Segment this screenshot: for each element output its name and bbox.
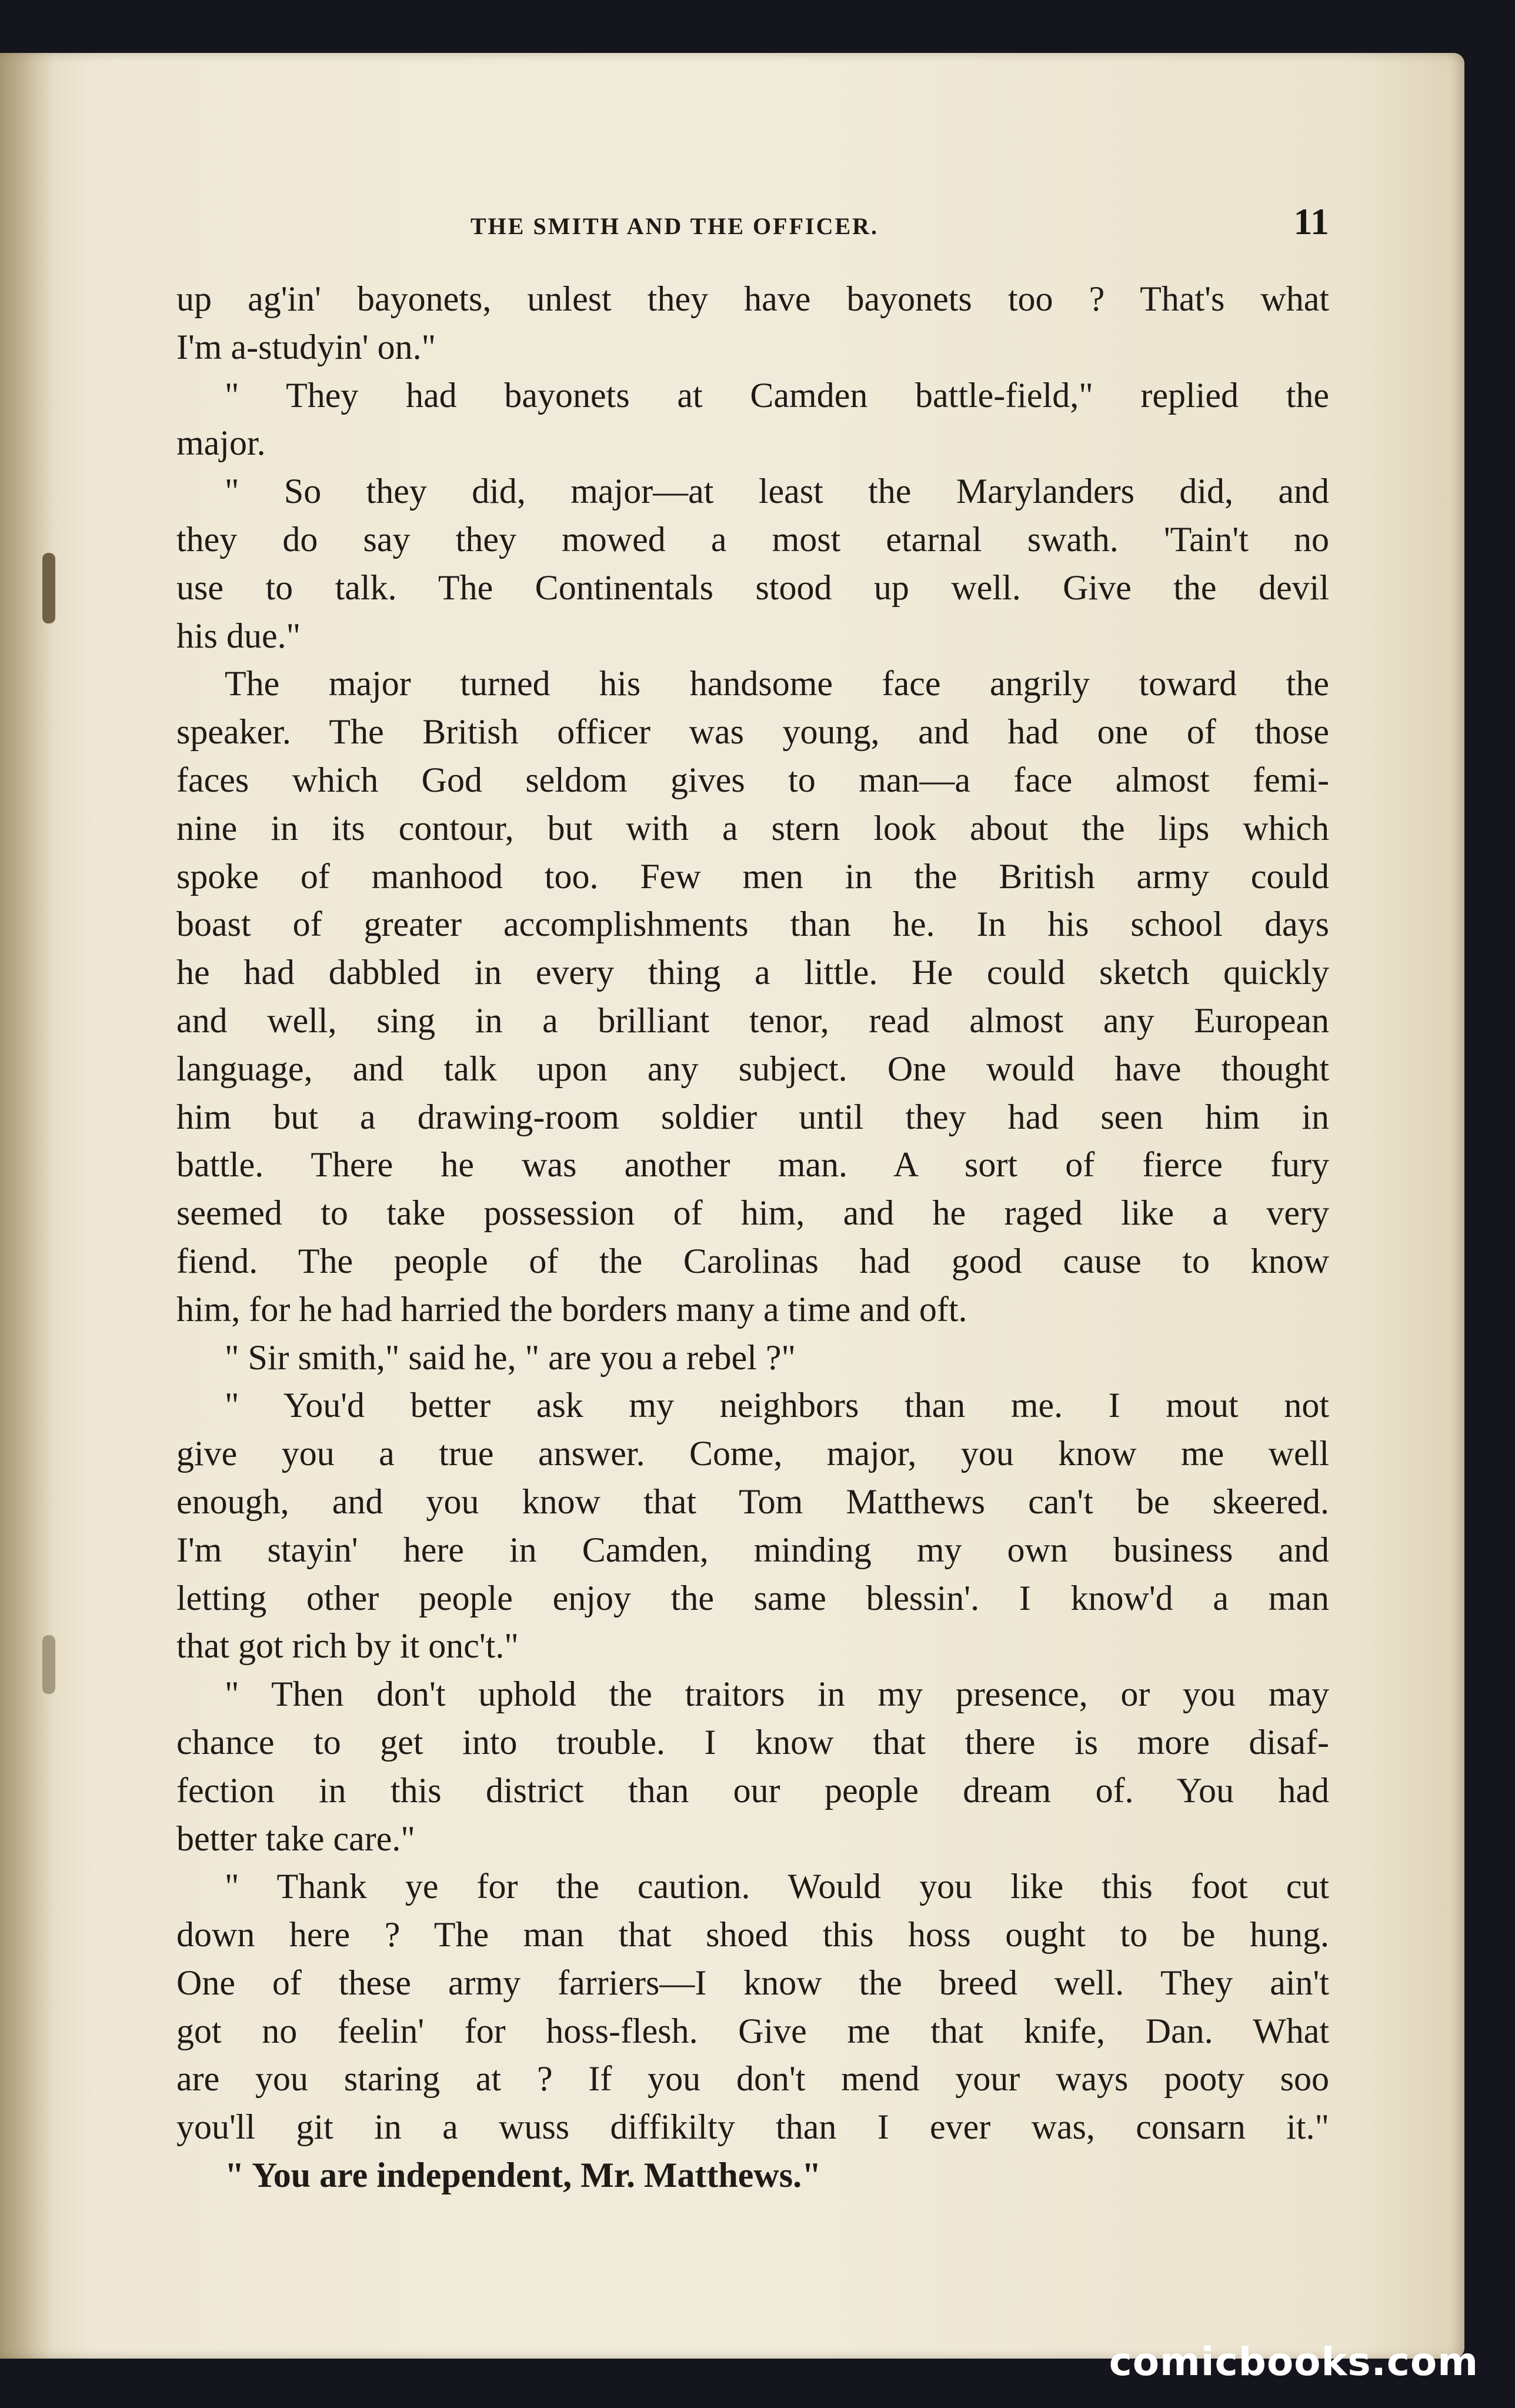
text-line: him, for he had harried the borders many a time and oft. [176,1289,967,1329]
text-line: give you a true answer. Come, major, you know me well [176,1434,1329,1473]
text-line: up ag'in' bayonets, unlest they have bayonets too ? That's what [176,279,1329,318]
text-line: use to talk. The Continentals stood up well. Give the devil [176,568,1329,607]
text-line: boast of greater accomplishments than he. In his school days [176,905,1329,944]
text-line: down here ? The man that shoed this hoss ought to be hung. [176,1915,1329,1955]
text-line: enough, and you know that Tom Matthews can't be skeered. [176,1482,1329,1521]
text-line: language, and talk upon any subject. One would have thought [176,1049,1329,1088]
text-line: major. [176,423,266,463]
text-line: nine in its contour, but with a stern look about the lips which [176,808,1329,848]
text-line: " They had bayonets at Camden battle-field," replied the [225,375,1329,415]
text-line: he had dabbled in every thing a little. He could sketch quickly [176,953,1329,992]
text-line: chance to get into trouble. I know that there is more disaf- [176,1722,1329,1762]
text-line: you'll git in a wuss diffikilty than I ever was, consarn it." [176,2107,1329,2147]
text-line: I'm a-studyin' on." [176,327,436,366]
binding-stain [42,1635,55,1694]
text-line: " Then don't uphold the traitors in my presence, or you may [225,1675,1329,1714]
text-line: " You are independent, Mr. Matthews." [225,2156,822,2195]
text-line: battle. There he was another man. A sort of fierce fury [176,1145,1329,1185]
text-line: and well, sing in a brilliant tenor, read almost any European [176,1000,1329,1040]
text-line: The major turned his handsome face angrily toward the [225,664,1329,703]
text-line: that got rich by it onc't." [176,1626,519,1666]
site-watermark: comicbooks.com [1109,2339,1479,2384]
text-line: spoke of manhood too. Few men in the British army could [176,856,1329,896]
text-line: One of these army farriers—I know the breed well. They ain't [176,1963,1329,2002]
text-line: got no feelin' for hoss-flesh. Give me that knife, Dan. What [176,2011,1329,2050]
text-line: fection in this district than our people dream of. You had [176,1770,1329,1810]
text-line: are you staring at ? If you don't mend your ways pooty soo [176,2059,1329,2099]
text-line: his due." [176,616,301,655]
text-line: " Sir smith," said he, " are you a rebel ?" [225,1338,796,1377]
text-line: letting other people enjoy the same blessin'. I know'd a man [176,1578,1329,1617]
text-line: better take care." [176,1819,415,1858]
text-line: fiend. The people of the Carolinas had good cause to know [176,1241,1329,1280]
body-text [176,275,1329,2200]
text-line: I'm stayin' here in Camden, minding my own business and [176,1530,1329,1569]
page-gutter-shadow [0,53,53,2359]
binding-stain [42,553,55,623]
chapter-title: THE SMITH AND THE OFFICER. [470,213,879,239]
text-line: him but a drawing-room soldier until they had seen him in [176,1097,1329,1136]
text-line: faces which God seldom gives to man—a face almost femi- [176,760,1329,799]
running-head [176,203,1329,250]
page-number: 11 [1293,201,1329,242]
text-line: they do say they mowed a most etarnal swath. 'Tain't no [176,519,1329,559]
text-line: speaker. The British officer was young, and had one of those [176,712,1329,752]
text-line: " So they did, major—at least the Marylanders did, and [225,472,1329,511]
text-line: seemed to take possession of him, and he raged like a very [176,1193,1329,1233]
text-line: " You'd better ask my neighbors than me. I mout not [225,1386,1329,1425]
text-line: " Thank ye for the caution. Would you like this foot cut [225,1867,1329,1906]
